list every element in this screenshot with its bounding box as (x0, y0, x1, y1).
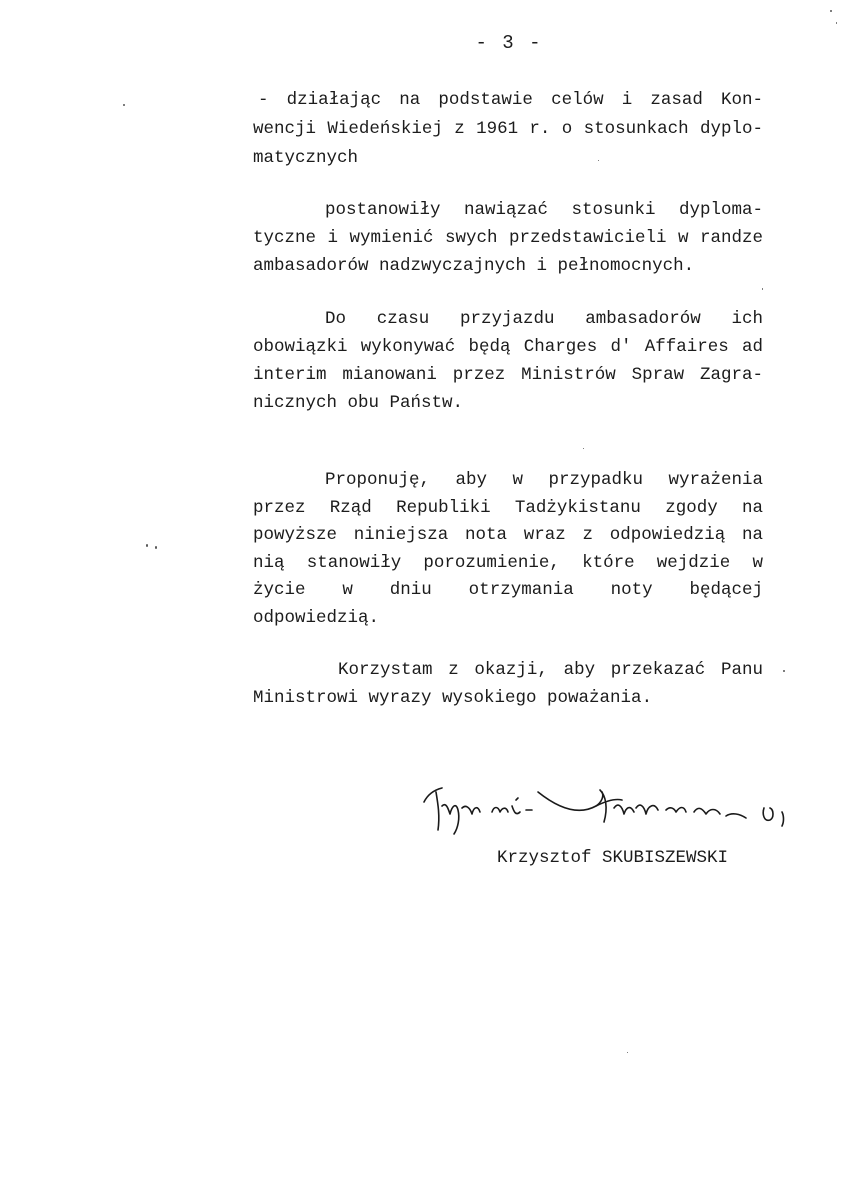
scan-speck (627, 1052, 628, 1053)
text-line: postanowiły nawiązać stosunki dyploma- (325, 200, 763, 220)
text-line: nią stanowiły porozumienie, które wejdzie w (253, 553, 763, 573)
handwritten-signature (418, 772, 818, 842)
text-line: życie w dniu otrzymania noty będącej (253, 580, 763, 600)
scan-speck (783, 670, 785, 672)
text-line: nicznych obu Państw. (253, 393, 464, 413)
text-line: - działając na podstawie celów i zasad Kon- (258, 90, 763, 110)
text-line: powyższe niniejsza nota wraz z odpowiedzią na (253, 525, 763, 545)
text-line: Do czasu przyjazdu ambasadorów ich (325, 309, 763, 329)
text-line: Proponuję, aby w przypadku wyrażenia (325, 470, 763, 490)
text-line: interim mianowani przez Ministrów Spraw Zagra- (253, 365, 763, 385)
scan-speck (836, 22, 837, 24)
page-number: - 3 - (475, 32, 543, 54)
text-line: obowiązki wykonywać będą Charges d' Affaires ad (253, 337, 763, 357)
scan-speck (830, 10, 832, 12)
text-line: wencji Wiedeńskiej z 1961 r. o stosunkach dyplo- (253, 119, 763, 139)
scan-speck (583, 448, 584, 449)
scan-speck (146, 544, 148, 547)
text-line: ambasadorów nadzwyczajnych i pełnomocnych. (253, 256, 695, 276)
text-line: Ministrowi wyrazy wysokiego poważania. (253, 688, 653, 708)
text-line: tyczne i wymienić swych przedstawicieli w randze (253, 228, 763, 248)
signatory-name: Krzysztof SKUBISZEWSKI (497, 848, 729, 868)
scan-speck (762, 288, 763, 290)
text-line: odpowiedzią. (253, 608, 380, 628)
text-line: matycznych (253, 148, 359, 168)
scan-speck (123, 104, 125, 106)
text-line: Korzystam z okazji, aby przekazać Panu (338, 660, 763, 680)
text-line: przez Rząd Republiki Tadżykistanu zgody na (253, 498, 763, 518)
scan-speck (598, 160, 599, 161)
scan-speck (155, 546, 157, 549)
